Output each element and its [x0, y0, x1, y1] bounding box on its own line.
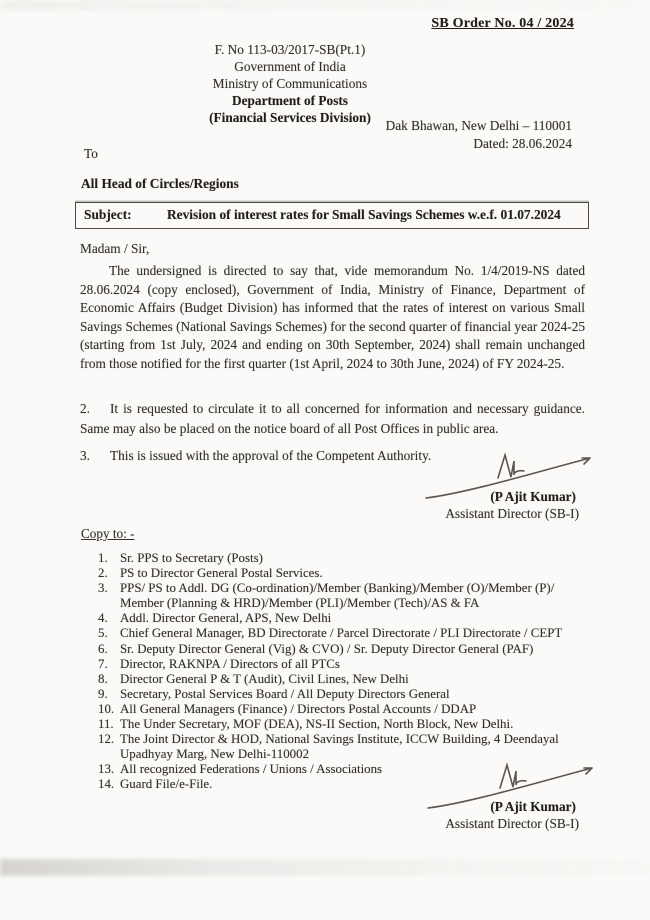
division-name: (Financial Services Division): [209, 110, 371, 125]
copy-list-item: 3. PPS/ PS to Addl. DG (Co-ordination)/Member (Banking)/Member (O)/Member (P)/ Member (Planning & HRD)/Member (PLI)/Member (Tech)/AS & FA: [98, 581, 555, 611]
copy-list-item: 8. Director General P & T (Audit), Civil Lines, New Delhi: [98, 671, 409, 686]
subject-text: Revision of interest rates for Small Savings Schemes w.e.f. 01.07.2024: [167, 207, 561, 222]
signature-block-top: [445, 488, 579, 522]
letterhead: [130, 41, 450, 126]
copy-list-item: 5. Chief General Manager, BD Directorate / Parcel Directorate / PLI Directorate / CEPT: [98, 626, 563, 641]
subject-box: [75, 202, 589, 229]
paragraph-2: [80, 399, 585, 438]
sb-order-number: SB Order No. 04 / 2024: [431, 16, 574, 31]
paragraph-3-text: This is issued with the approval of the Competent Authority.: [110, 448, 432, 463]
org-line-2: Ministry of Communications: [212, 76, 368, 91]
copy-list-item: 11. The Under Secretary, MOF (DEA), NS-II Section, North Block, New Delhi.: [98, 717, 514, 732]
signatory-name-bottom: (P Ajit Kumar): [490, 799, 576, 814]
signature-block-bottom: [445, 798, 579, 832]
copy-list-item: 14. Guard File/e-File.: [98, 777, 213, 792]
scan-artifact-bottom: [0, 859, 650, 876]
copy-list-item: 7. Director, RAKNPA / Directors of all PTCs: [98, 656, 340, 671]
paragraph-2-text: It is requested to circulate it to all concerned for information and necessary guidance. Same may also be placed on the notice board of all Post Offices in public area.: [80, 401, 585, 436]
copy-list-item: 9. Secretary, Postal Services Board / All Deputy Directors General: [98, 686, 450, 701]
place-date-block: [386, 117, 572, 152]
copy-list-item: 4. Addl. Director General, APS, New Delhi: [98, 611, 332, 626]
copy-list-item: 10. All General Managers (Finance) / Directors Postal Accounts / DDAP: [98, 701, 477, 716]
scan-artifact-top: [0, 0, 650, 10]
copy-list: [98, 551, 576, 793]
place-line: Dak Bhawan, New Delhi – 110001: [385, 118, 572, 133]
subject-label: Subject:: [84, 207, 132, 222]
salutation: Madam / Sir,: [80, 241, 150, 256]
signatory-title: Assistant Director (SB-I): [445, 506, 579, 521]
copy-list-item: 6. Sr. Deputy Director General (Vig) & CVO) / Sr. Deputy Director General (PAF): [98, 641, 534, 656]
org-line-1: Government of India: [234, 59, 346, 74]
copy-list-item: 2. PS to Director General Postal Services.: [98, 566, 323, 581]
paragraph-3-number: 3.: [80, 448, 90, 463]
signatory-name: (P Ajit Kumar): [490, 489, 576, 504]
addressee: All Head of Circles/Regions: [81, 176, 239, 191]
paragraph-2-number: 2.: [80, 401, 90, 416]
date-line: Dated: 28.06.2024: [473, 135, 572, 151]
copy-list-item: 12. The Joint Director & HOD, National Savings Institute, ICCW Building, 4 Deendayal Upadhyay Marg, New Delhi-110002: [98, 732, 559, 762]
copy-list-item: 1. Sr. PPS to Secretary (Posts): [98, 551, 263, 565]
file-number: F. No 113-03/2017-SB(Pt.1): [214, 42, 366, 57]
paragraph-1: The undersigned is directed to say that, vide memorandum No. 1/4/2019-NS dated 28.06.2024 (copy enclosed), Government of India, Ministry of Finance, Department of Economic Affairs (Budget Division) has informed that the rates of interest on various Small Savings Schemes (National Savings Schemes) for the second quarter of financial year 2024-25 (starting from 1st July, 2024 and ending on 30th September, 2024) shall remain unchanged from those notified for the first quarter (1st April, 2024 to 30th June, 2024) of FY 2024-25.: [80, 263, 585, 371]
copy-to-label: Copy to: -: [81, 526, 135, 541]
copy-list-item: 13. All recognized Federations / Unions / Associations: [98, 762, 383, 777]
paragraph-3: [80, 448, 585, 464]
signatory-title-bottom: Assistant Director (SB-I): [445, 816, 579, 831]
department-name: Department of Posts: [232, 93, 348, 108]
to-label: To: [84, 146, 98, 161]
